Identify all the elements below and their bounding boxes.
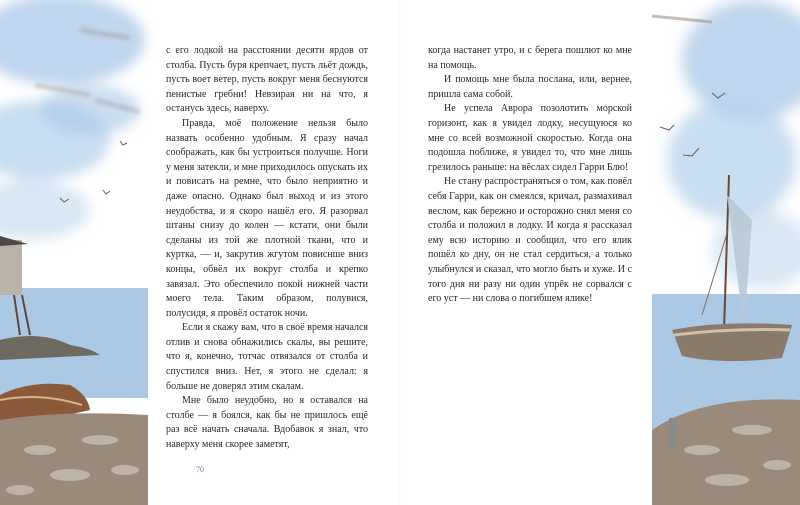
paragraph: Правда, моё положение нельзя было назвать особенно удобным. Я сразу начал соображать, как бы устроиться получше. Ноги у меня затекли, и мне приходилось опускать их и повисать на ремне, что было неприятно и даже опасно. Однако был выход и из этого неудобства, и я скоро нашёл его. Я разорвал штаны снизу до колен — кстати, они были сделаны из той же плотной ткани, что и куртка, — и, закрутив жгутом повиснше вниз концы, обвёл их вокруг столба и крепко завязал. Это обеспечило покой нижней части моего тела. Таким образом, полувися, полусидя, я провёл остаток ночи. [166, 117, 368, 319]
paragraph: с его лодкой на расстоянии десяти ярдов от столба. Пусть буря крепчает, пусть льёт дождь, пусть воет ветер, пусть вокруг меня беснуются пенистые гребни! Невзирая ни на что, я останусь здесь, наверху. [166, 45, 368, 115]
paragraph: Если я скажу вам, что в своё время начался отлив и снова обнажились скалы, вы решите, что я, конечно, тотчас отвязался от столба и спустился вниз. Нет, я этого не сделал: я больше не доверял этим скалам. [166, 322, 368, 392]
paragraph: Мне было неудобно, но я оставался на столбе — я боялся, как бы не пришлось ещё раз всё начать сначала. Вдобавок я знал, что наверху меня скорее заметят, [166, 395, 368, 451]
right-illustration [642, 0, 800, 505]
paragraph: И помощь мне была послана, или, вернее, пришла сама собой. [428, 74, 632, 100]
sailboat-illustration [642, 0, 800, 505]
page-gutter [399, 0, 401, 505]
paragraph: Не стану распространяться о том, как повёл себя Гарри, как он смеялся, кричал, размахивал веслом, как бережно и осторожно снял меня со столба и положил в лодку. И когда я рассказал ему всю историю и сообщил, что его ялик пошёл ко дну, он не стал сердиться, а только улыбнулся и сказал, что могло быть и хуже. И с того дня ни разу ни один упрёк не сорвался с его уст — ни слова о погибшем ялике! [428, 176, 632, 305]
shore-illustration [0, 0, 160, 505]
left-page-text [166, 44, 368, 475]
left-illustration [0, 0, 160, 505]
page-number: 70 [196, 464, 204, 474]
paragraph: Не успела Аврора позолотить морской горизонт, как я увидел лодку, несущуюся ко мне со всей возможной скоростью. Когда она подошла поближе, я увидел то, что мне лишь грезилось раньше: на вёслах сидел Гарри Блю! [428, 103, 632, 173]
paragraph: когда настанет утро, и с берега пошлют ко мне на помощь. [428, 45, 632, 71]
right-page-text [428, 44, 632, 307]
mooring-post [669, 418, 676, 446]
